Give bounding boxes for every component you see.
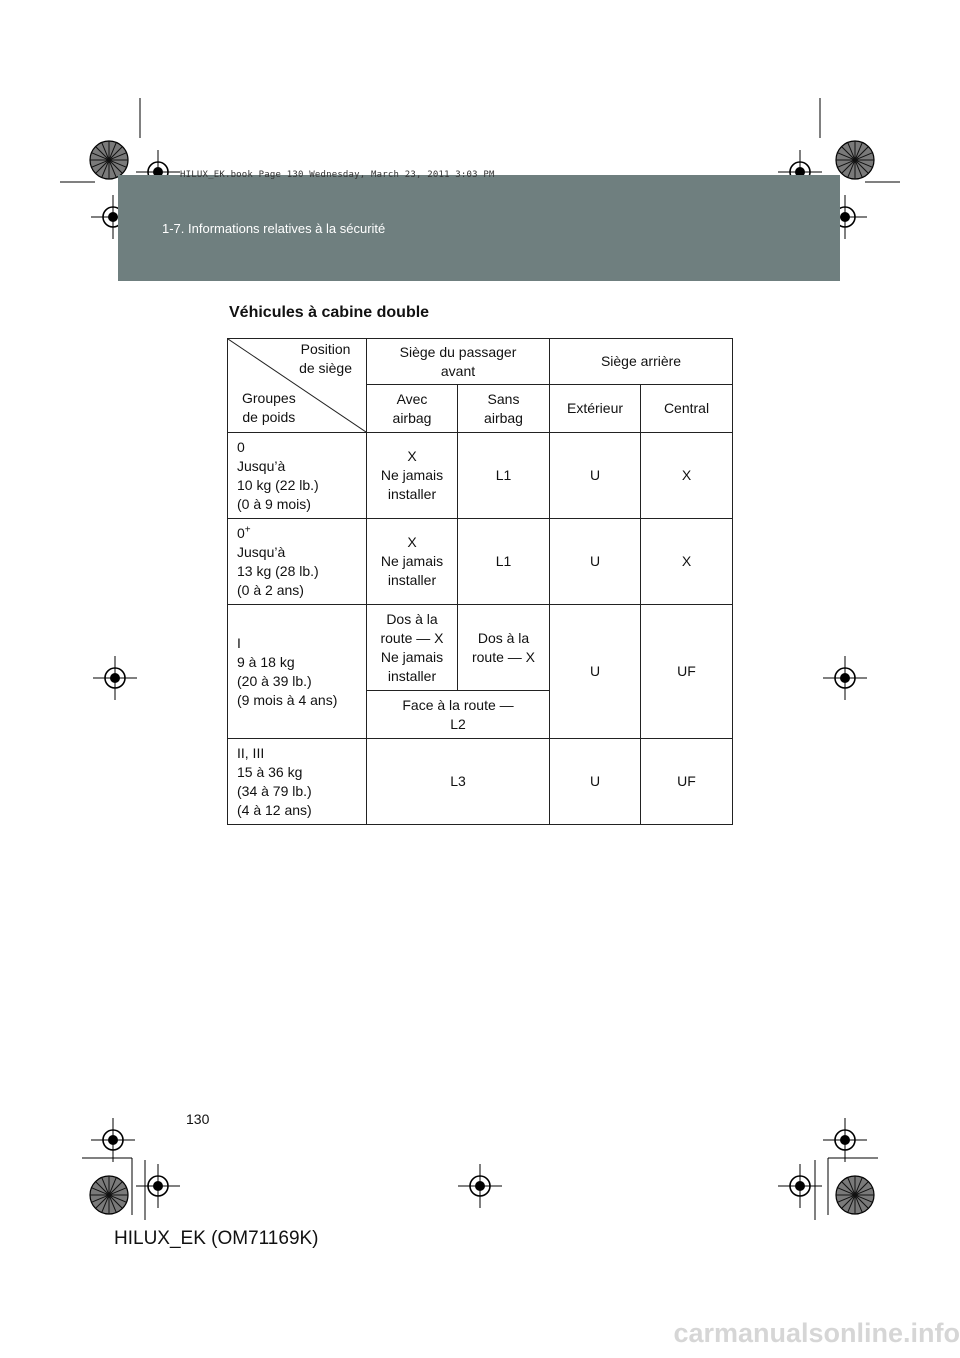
with-airbag-header: Avec airbag	[367, 385, 458, 433]
table-cell: X Ne jamais installer	[367, 433, 458, 519]
table-cell: U	[550, 433, 641, 519]
seat-compatibility-table	[227, 338, 733, 825]
page-number: 130	[186, 1111, 210, 1127]
central-header: Central	[641, 385, 733, 433]
group-cell: 0+ Jusqu’à 13 kg (28 lb.) (0 à 2 ans)	[228, 519, 367, 605]
table-cell: UF	[641, 739, 733, 825]
table-cell: UF	[641, 605, 733, 739]
group-cell: I 9 à 18 kg (20 à 39 lb.) (9 mois à 4 ans)	[228, 605, 367, 739]
footer-code: HILUX_EK (OM71169K)	[114, 1228, 319, 1249]
rear-seat-header: Siège arrière	[550, 339, 733, 385]
without-airbag-header: Sans airbag	[458, 385, 550, 433]
table-cell: X	[641, 519, 733, 605]
table-cell: Dos à la route — X	[458, 605, 550, 691]
group-cell: II, III 15 à 36 kg (34 à 79 lb.) (4 à 12 ans)	[228, 739, 367, 825]
table-cell: L1	[458, 519, 550, 605]
corner-header-cell	[228, 339, 367, 433]
table-cell: U	[550, 519, 641, 605]
table-cell: U	[550, 739, 641, 825]
table-row	[228, 519, 733, 605]
table-cell: Dos à la route — X Ne jamais installer	[367, 605, 458, 691]
table-row	[228, 339, 733, 385]
table-cell: L3	[367, 739, 550, 825]
group-cell: 0 Jusqu’à 10 kg (22 lb.) (0 à 9 mois)	[228, 433, 367, 519]
table-cell: L1	[458, 433, 550, 519]
section-title: 1-7. Informations relatives à la sécurité	[162, 221, 386, 236]
front-seat-header: Siège du passager avant	[367, 339, 550, 385]
table-cell: X	[641, 433, 733, 519]
file-info: HILUX_EK.book Page 130 Wednesday, March 23, 2011 3:03 PM	[180, 170, 495, 180]
position-label: Position de siège	[299, 341, 352, 376]
table-cell: U	[550, 605, 641, 739]
table-row	[228, 739, 733, 825]
weight-group-label: Groupes de poids	[242, 390, 296, 425]
table-cell: Face à la route — L2	[367, 691, 550, 739]
table-cell: X Ne jamais installer	[367, 519, 458, 605]
table-row	[228, 433, 733, 519]
page-heading: Véhicules à cabine double	[229, 304, 430, 321]
exterior-header: Extérieur	[550, 385, 641, 433]
table-row	[228, 605, 733, 691]
watermark: carmanualsonline.info	[673, 1318, 960, 1348]
